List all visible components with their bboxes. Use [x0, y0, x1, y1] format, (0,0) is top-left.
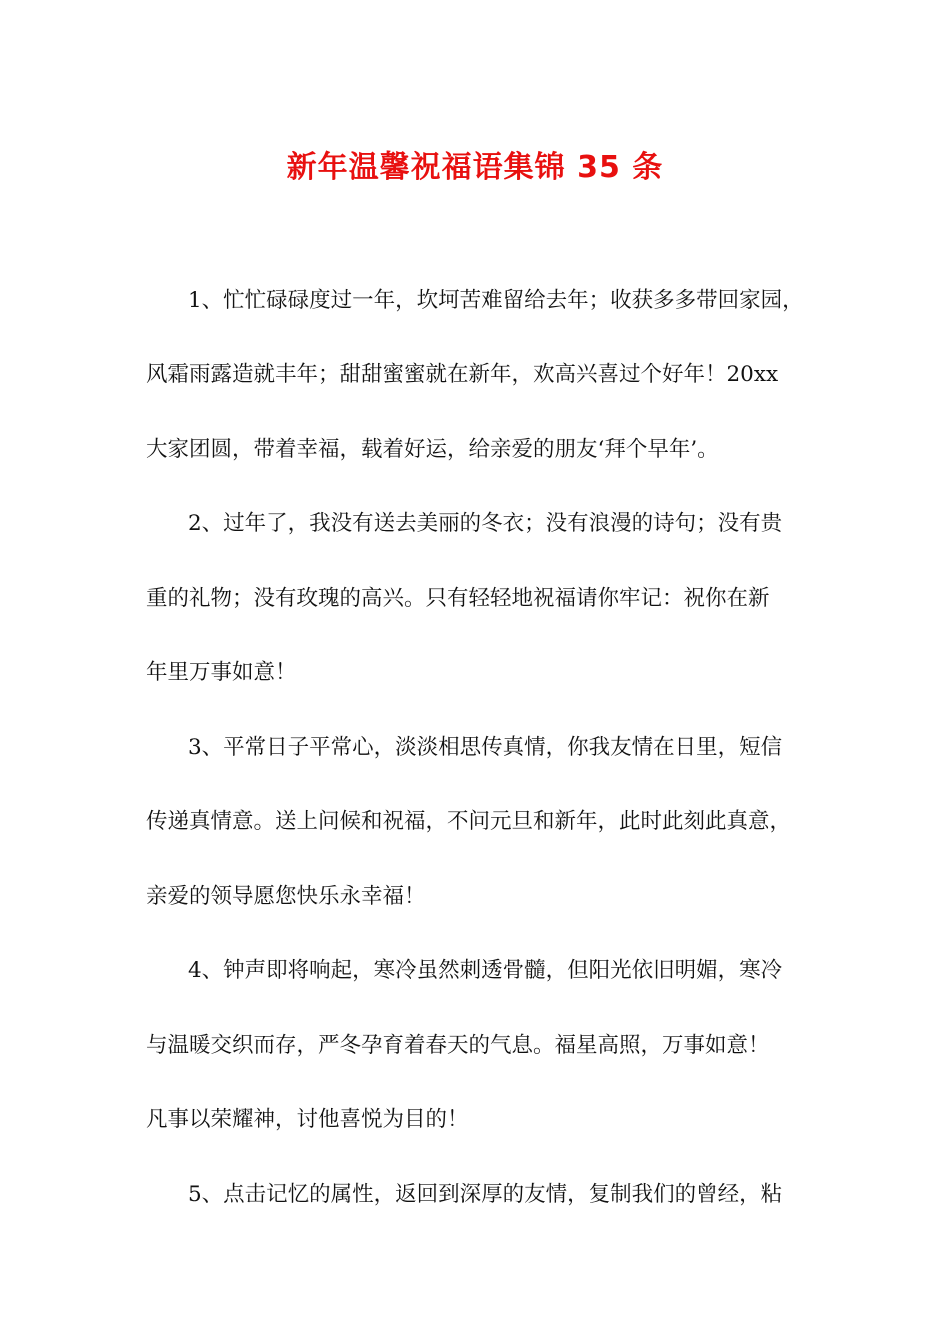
paragraph-3-line-1: 3、平常日子平常心，淡淡相思传真情，你我友情在日里，短信: [188, 735, 783, 760]
paragraph-4-line-3: 凡事以荣耀神，讨他喜悦为目的！: [146, 1107, 469, 1132]
document-title: 新年温馨祝福语集锦 35 条: [286, 150, 664, 185]
paragraph-1-line-1: 1、忙忙碌碌度过一年，坎坷苦难留给去年；收获多多带回家园，: [188, 288, 804, 313]
paragraph-4-line-2: 与温暖交织而存，严冬孕育着春天的气息。福星高照，万事如意！: [146, 1033, 770, 1058]
paragraph-4-line-1: 4、钟声即将响起，寒冷虽然刺透骨髓，但阳光依旧明媚，寒冷: [188, 958, 783, 983]
paragraph-2-line-3: 年里万事如意！: [146, 660, 297, 685]
paragraph-2-line-2: 重的礼物；没有玫瑰的高兴。只有轻轻地祝福请你牢记：祝你在新: [146, 586, 770, 611]
paragraph-1-line-3: 大家团圆，带着幸福，载着好运，给亲爱的朋友‘拜个早年’。: [146, 437, 719, 462]
paragraph-3-line-3: 亲爱的领导愿您快乐永幸福！: [146, 884, 426, 909]
paragraph-3-line-2: 传递真情意。送上问候和祝福，不问元旦和新年，此时此刻此真意，: [146, 809, 792, 834]
paragraph-5-line-1: 5、点击记忆的属性，返回到深厚的友情，复制我们的曾经，粘: [188, 1182, 783, 1207]
paragraph-1-line-2: 风霜雨露造就丰年；甜甜蜜蜜就在新年，欢高兴喜过个好年！20xx: [146, 362, 779, 387]
paragraph-2-line-1: 2、过年了，我没有送去美丽的冬衣；没有浪漫的诗句；没有贵: [188, 511, 783, 536]
